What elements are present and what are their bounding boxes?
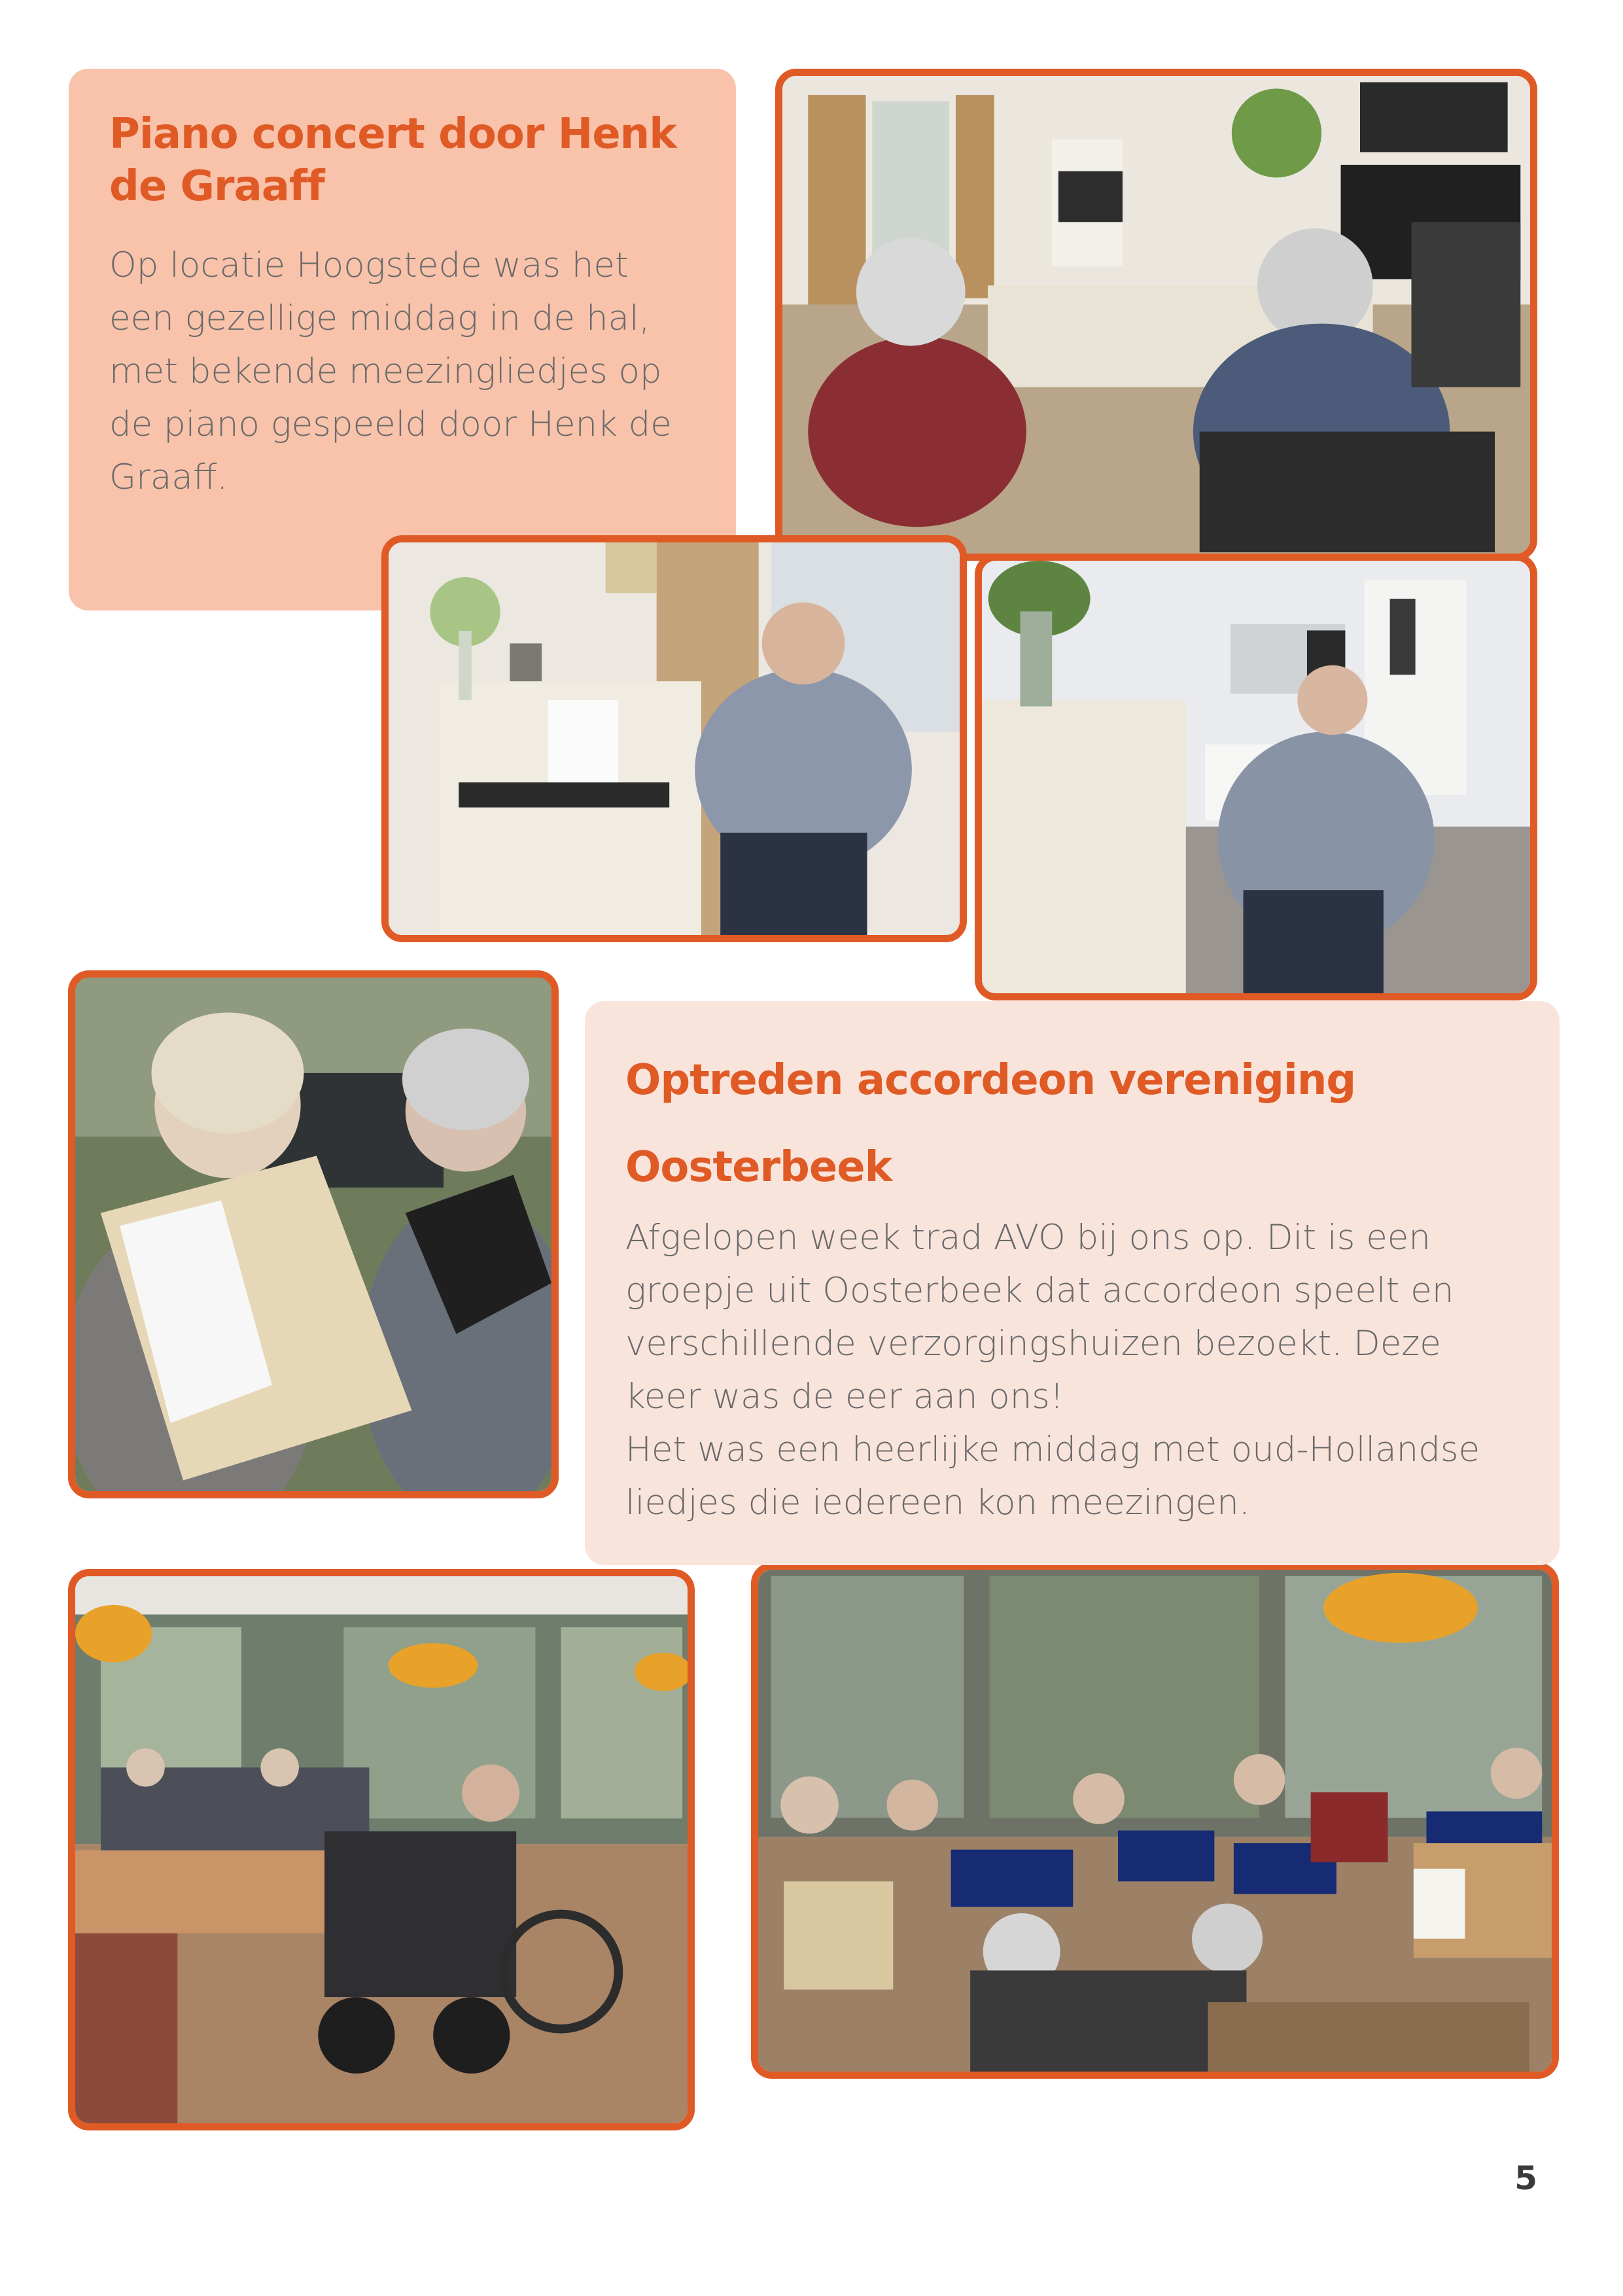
photo-accordion-audience-room — [68, 1569, 695, 2130]
accordeon-body: Afgelopen week trad AVO bij ons op. Dit is een groepje uit Oosterbeek dat accordeon speelt en verschillende verzorgingshuizen bezoekt. Deze keer was de eer aan ons! Het was een heerlijke middag met oud-Hollandse liedjes die iedereen kon meezingen. — [625, 1218, 1480, 1523]
piano-concert-textbox — [69, 69, 736, 610]
piano-concert-body: Op locatie Hoogstede was het een gezellige middag in de hal, met bekende meezingliedjes op de piano gespeeld door Henk de Graaff. — [109, 245, 672, 497]
accordeon-title: Optreden accordeon vereniging Oosterbeek — [625, 1056, 1356, 1192]
photo-pianist-white-piano — [381, 535, 967, 942]
page-number: 5 — [1514, 2159, 1537, 2197]
photo-accordion-players-closeup — [68, 970, 559, 1498]
piano-concert-title: Piano concert door Henk de Graaff — [109, 110, 676, 211]
photo-accordion-group-performing — [751, 1563, 1559, 2079]
accordeon-textbox — [585, 1001, 1560, 1565]
photo-residents-hall-piano — [775, 69, 1537, 561]
photo-pianist-kitchen — [975, 554, 1537, 1000]
